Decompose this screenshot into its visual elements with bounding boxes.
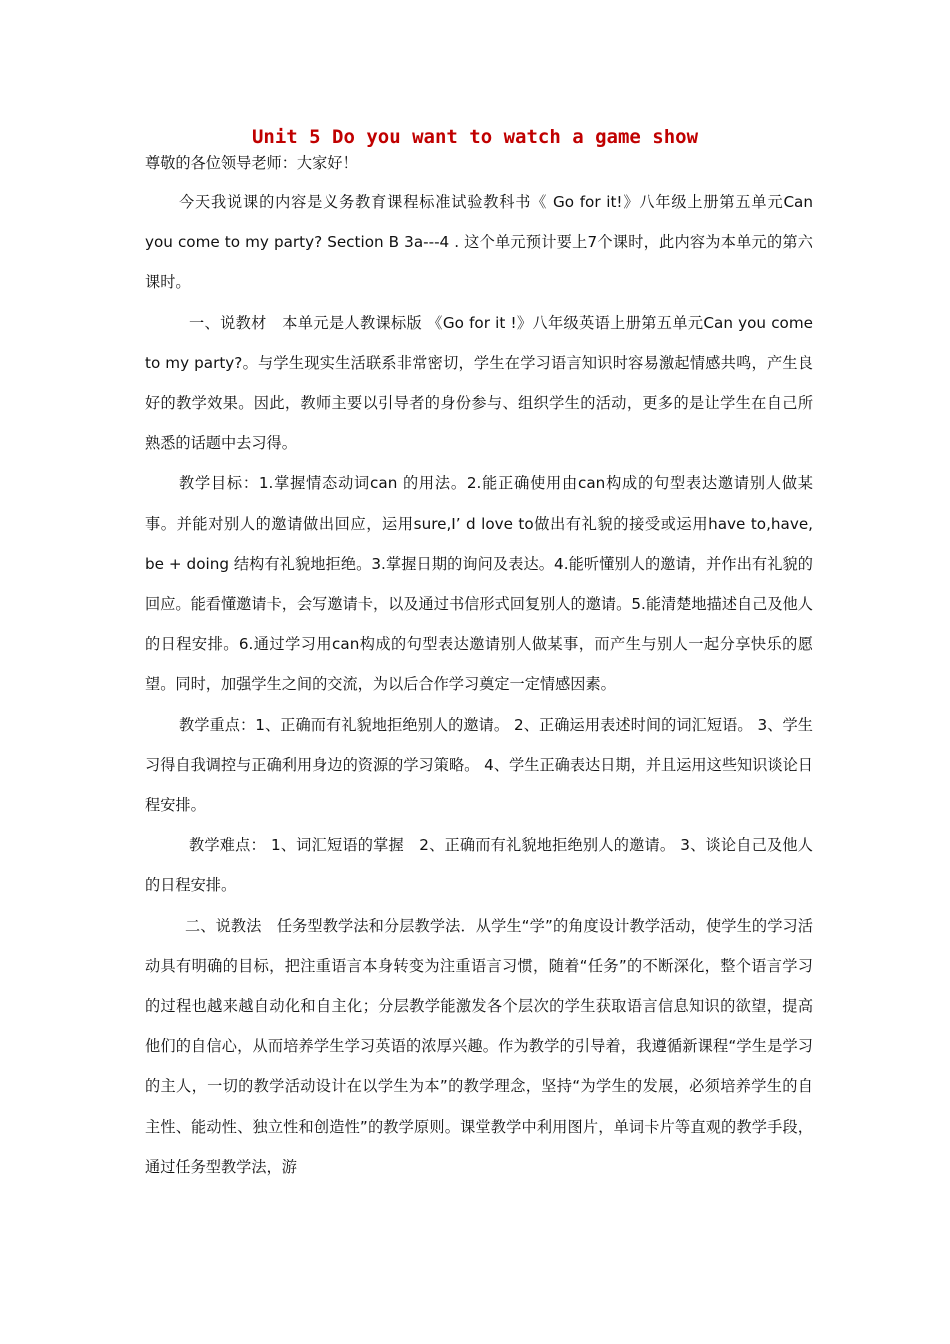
paragraph-key-points: 教学重点：1、正确而有礼貌地拒绝别人的邀请。 2、正确运用表述时间的词汇短语。 3、学生习得自我调控与正确利用身边的资源的学习策略。 4、学生正确表达日期，并且运用这些知识谈论日程安排。 [145, 715, 813, 815]
paragraph-objectives: 教学目标：1.掌握情态动词can 的用法。2.能正确使用由can构成的句型表达邀请别人做某事。并能对别人的邀请做出回应，运用sure,I’ d love to做出有礼貌的接受或运用have to,have, be + doing 结构有礼貌地拒绝。3.掌握日期的询问及表达。4.能听懂别人的邀请，并作出有礼貌的回应。能看懂邀请卡，会写邀请卡，以及通过书信形式回复别人的邀请。5.能清楚地描述自己及他人的日程安排。6.通过学习用can构成的句型表达邀请别人做某事，而产生与别人一起分享快乐的愿望。同时，加强学生之间的交流，为以后合作学习奠定一定情感因素。 [145, 474, 813, 694]
paragraph-teaching-method: 二、说教法 任务型教学法和分层教学法．从学生“学”的角度设计教学活动，使学生的学习活动具有明确的目标，把注重语言本身转变为注重语言习惯，随着“任务”的不断深化，整个语言学习的过程也越来越自动化和自主化；分层教学能激发各个层次的学生获取语言信息知识的欲望，提高他们的自信心，从而培养学生学习英语的浓厚兴趣。作为教学的引导着，我遵循新课程“学生是学习的主人，一切的教学活动设计在以学生为本”的教学理念，坚持“为学生的发展，必须培养学生的自主性、能动性、独立性和创造性”的教学原则。课堂教学中利用图片，单词卡片等直观的教学手段，通过任务型教学法，游 [145, 916, 813, 1176]
paragraph-intro: 今天我说课的内容是义务教育课程标准试验教科书《 Go for it!》八年级上册第五单元Can you come to my party? Section B 3a---4 . 这个单元预计要上7个课时，此内容为本单元的第六课时。 [145, 193, 813, 292]
paragraph-textbook: 一、说教材 本单元是人教课标版 《Go for it !》八年级英语上册第五单元Can you come to my party?。与学生现实生活联系非常密切，学生在学习语言知识时容易激起情感共鸣，产生良好的教学效果。因此，教师主要以引导者的身份参与、组织学生的活动，更多的是让学生在自己所熟悉的话题中去习得。 [145, 313, 813, 453]
greeting: 尊敬的各位领导老师：大家好！ [145, 154, 358, 172]
document-title: Unit 5 Do you want to watch a game show [251, 126, 699, 148]
document-body [145, 148, 813, 1187]
paragraph-difficulties: 教学难点： 1、词汇短语的掌握 2、正确而有礼貌地拒绝别人的邀请。 3、谈论自己及他人的日程安排。 [145, 836, 813, 895]
